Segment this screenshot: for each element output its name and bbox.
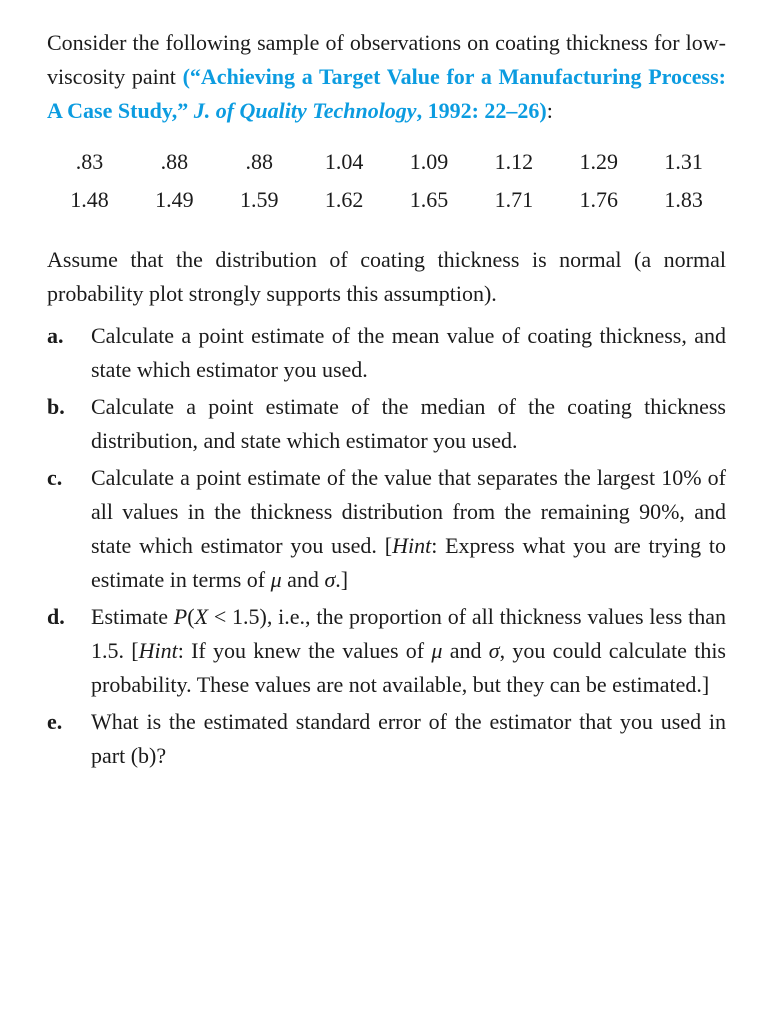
intro-text: Consider the following sample of observations on coating thickness for low-viscosity paint — [47, 30, 726, 89]
observation-value: .88 — [245, 149, 273, 174]
greek-mu: μ — [270, 567, 282, 592]
observation-value: 1.49 — [155, 187, 194, 212]
observation-value: 1.59 — [239, 187, 279, 212]
observation-value: .83 — [75, 149, 104, 174]
item-d-text: Estimate — [91, 604, 174, 629]
assumption-paragraph: Assume that the distribution of coating thickness is normal (a normal probability plot strongly supports this assumption). — [47, 247, 726, 306]
observation-value: 1.65 — [409, 187, 449, 212]
item-c-text: Calculate a point estimate of the value that separates the largest 10% of all values in the thickness distribution from the remaining 90%, and state which estimator you used. [ — [91, 465, 726, 558]
hint-label: Hint — [392, 533, 432, 558]
item-d-text: < 1.5), i.e., the proportion of all thickness values less than 1.5. [ — [91, 604, 727, 663]
greek-mu: μ — [431, 638, 443, 663]
item-c-text: : Express what you are trying to estimate in terms of — [91, 533, 726, 592]
greek-sigma: σ — [324, 567, 336, 592]
observation-value: 1.29 — [579, 149, 618, 174]
observation-value: 1.71 — [494, 187, 534, 212]
exercise-item-a — [47, 319, 726, 387]
exercise-list — [47, 319, 726, 773]
random-variable-x: X — [194, 604, 209, 629]
item-text-c — [91, 461, 726, 597]
observation-value: 1.31 — [664, 149, 703, 174]
item-c-text: and — [281, 567, 325, 592]
exercise-item-b — [47, 390, 726, 458]
intro-paragraph — [47, 26, 726, 128]
observations-table — [47, 143, 726, 219]
item-c-text: .] — [335, 567, 349, 592]
observation-value: 1.04 — [324, 149, 364, 174]
observation-value: 1.09 — [409, 149, 449, 174]
citation-journal: J. of Quality Technology — [193, 98, 417, 123]
exercise-item-c — [47, 461, 726, 597]
intro-colon: : — [546, 98, 553, 123]
observation-value: 1.83 — [664, 187, 703, 212]
item-label-a: a. — [47, 323, 64, 348]
item-label-c: c. — [47, 465, 63, 490]
exercise-item-d — [47, 600, 726, 702]
probability-p: P — [173, 604, 188, 629]
greek-sigma: σ — [488, 638, 500, 663]
exercise-item-e — [47, 705, 726, 773]
item-text-e: What is the estimated standard error of the estimator that you used in part (b)? — [91, 709, 726, 768]
item-d-text: ( — [187, 604, 195, 629]
item-text-b: Calculate a point estimate of the median of the coating thickness distribution, and state which estimator you used. — [91, 394, 726, 453]
item-text-d — [91, 600, 726, 702]
observation-value: 1.76 — [579, 187, 618, 212]
hint-label: Hint — [138, 638, 178, 663]
observation-value: 1.62 — [324, 187, 364, 212]
observation-value: .88 — [160, 149, 189, 174]
item-d-text: and — [442, 638, 489, 663]
item-d-text: , you could calculate this probability. These values are not available, but they can be estimated.] — [91, 638, 726, 697]
item-label-b: b. — [47, 394, 65, 419]
item-text-a: Calculate a point estimate of the mean value of coating thickness, and state which estimator you used. — [91, 323, 726, 382]
item-label-e: e. — [47, 709, 63, 734]
item-label-d: d. — [47, 604, 65, 629]
observation-value: 1.12 — [494, 149, 534, 174]
citation-year-pages: , 1992: 22–26) — [416, 98, 547, 123]
citation-title: (“Achieving a Target Value for a Manufacturing Process: A Case Study,” — [47, 64, 726, 123]
observation-value: 1.48 — [70, 187, 109, 212]
item-d-text: : If you knew the values of — [177, 638, 432, 663]
